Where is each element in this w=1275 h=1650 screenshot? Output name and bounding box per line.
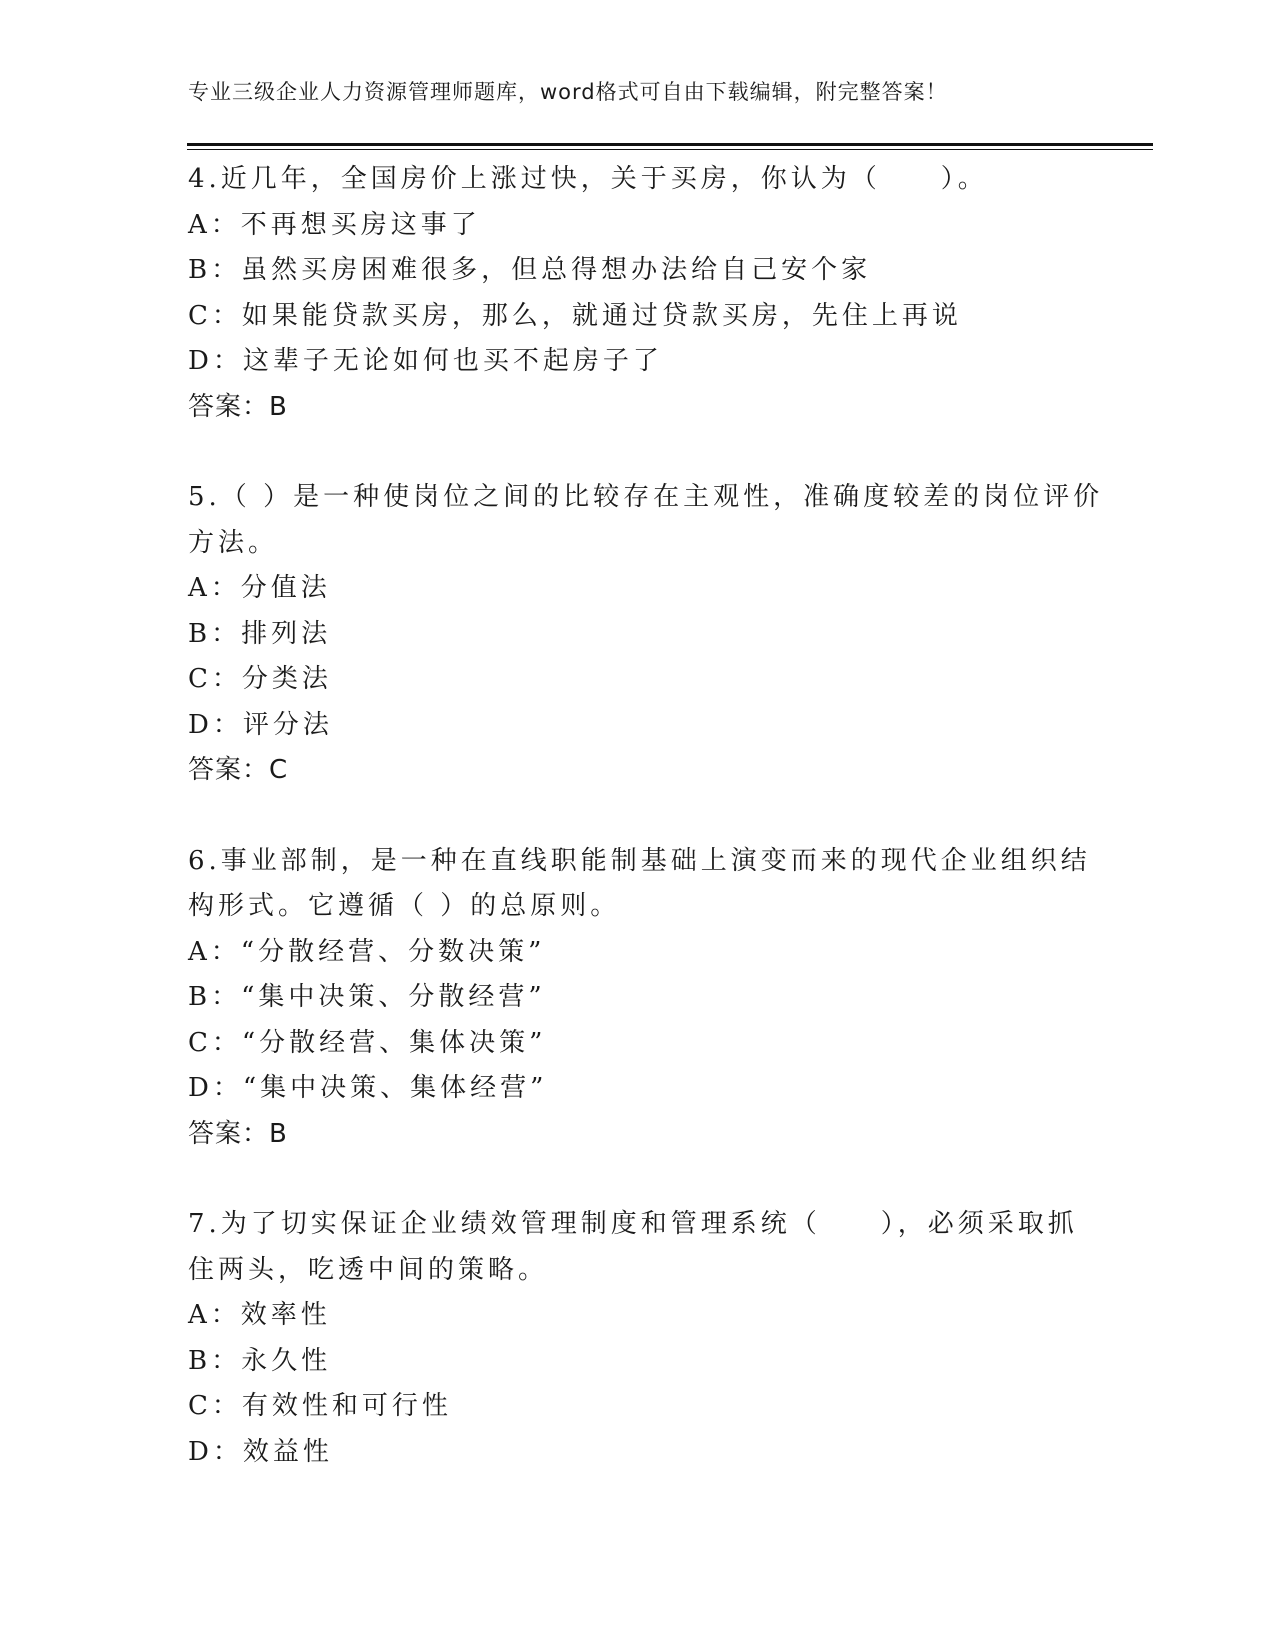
- option-d: D：效益性: [188, 1436, 333, 1467]
- option-b: B：永久性: [188, 1345, 332, 1376]
- question-stem: 4.近几年，全国房价上涨过快，关于买房，你认为（ ）。: [188, 164, 988, 194]
- question-5: [188, 475, 1104, 794]
- header-rule-thin: [187, 149, 1153, 150]
- option-b: B：虽然买房困难很多，但总得想办法给自己安个家: [188, 255, 872, 285]
- question-4: [188, 157, 1088, 430]
- question-7: [188, 1202, 1088, 1475]
- option-c: C：“分散经营、集体决策”: [188, 1027, 547, 1058]
- answer: 答案：B: [188, 1118, 288, 1149]
- header-rule-thick: [187, 143, 1153, 146]
- option-a: A：“分散经营、分数决策”: [188, 936, 546, 967]
- document-header: 专业三级企业人力资源管理师题库，word格式可自由下载编辑，附完整答案！: [188, 80, 948, 104]
- option-c: C：有效性和可行性: [188, 1391, 452, 1421]
- question-stem-line-2: 构形式。它遵循（ ）的总原则。: [188, 891, 621, 921]
- question-stem-line-1: 5.（ ）是一种使岗位之间的比较存在主观性，准确度较差的岗位评价: [188, 482, 1104, 512]
- option-a: A：不再想买房这事了: [188, 209, 481, 240]
- option-c: C：如果能贷款买房，那么，就通过贷款买房，先住上再说: [188, 300, 962, 331]
- answer: 答案：C: [188, 755, 289, 785]
- question-stem-line-1: 6.事业部制，是一种在直线职能制基础上演变而来的现代企业组织结: [188, 845, 1091, 876]
- option-c: C：分类法: [188, 664, 332, 694]
- question-list: [188, 157, 1104, 1520]
- option-d: D：这辈子无论如何也买不起房子了: [188, 346, 663, 376]
- question-stem-line-1: 7.为了切实保证企业绩效管理制度和管理系统（ ），必须采取抓: [188, 1209, 1078, 1239]
- question-6: [188, 839, 1091, 1158]
- option-b: B：“集中决策、分散经营”: [188, 982, 546, 1012]
- option-d: D：“集中决策、集体经营”: [188, 1073, 548, 1103]
- option-a: A：分值法: [188, 573, 331, 603]
- option-a: A：效率性: [188, 1300, 331, 1330]
- option-b: B：排列法: [188, 618, 332, 649]
- answer: 答案：B: [188, 391, 288, 422]
- option-d: D：评分法: [188, 709, 333, 740]
- question-stem-line-2: 方法。: [188, 527, 279, 558]
- question-stem-line-2: 住两头，吃透中间的策略。: [188, 1254, 549, 1285]
